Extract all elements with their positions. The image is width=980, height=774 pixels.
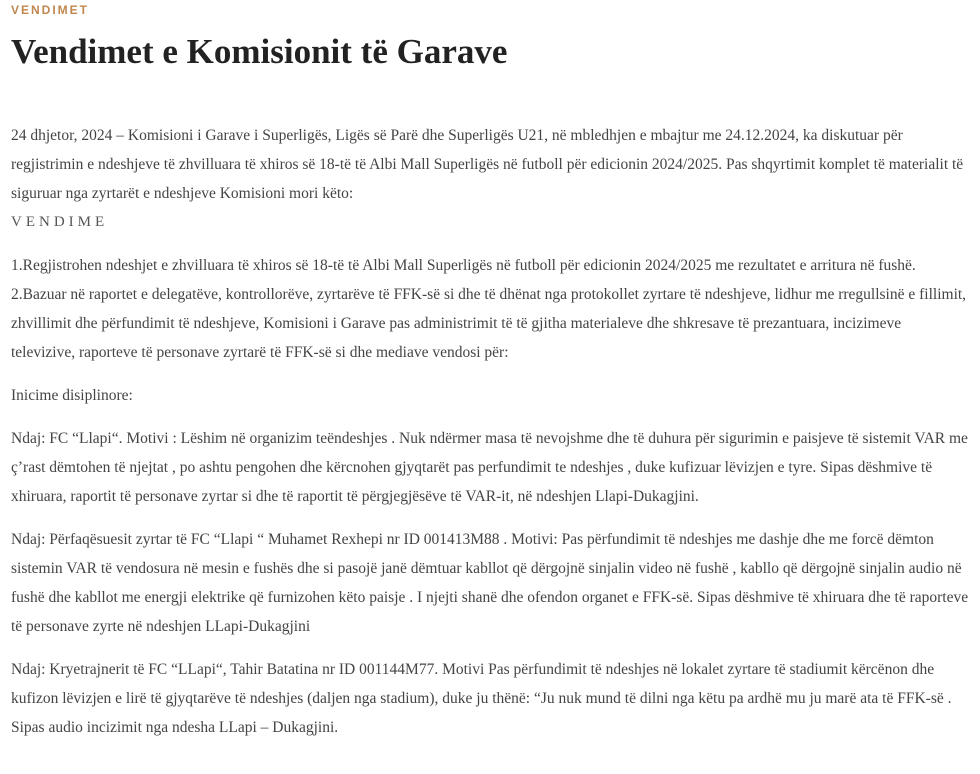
decision-item: 2.Bazuar në raportet e delegatëve, kontrollorëve, zyrtarëve të FFK-së si dhe të dhënat nga protokollet zyrtare të ndeshjeve, lidhur me rregullsinë e fillimit, zhvillimit dhe përfundimit të ndeshjeve, Komisioni i Garave pas administrimit të të gjitha materialeve dhe shkresave të prezantuara, incizimeve televizive, raporteve të personave zyrtarë të FFK-së si dhe mediave vendosi për: [11, 286, 967, 361]
article-body [11, 121, 969, 742]
decisions-heading: VENDIME [11, 214, 109, 230]
category-label[interactable]: VENDIMET [11, 3, 90, 17]
article [11, 0, 969, 742]
page-title: Vendimet e Komisionit të Garave [11, 32, 508, 71]
section-label: Inicime disiplinore: [11, 387, 133, 404]
disciplinary-case: Ndaj: Kryetrajnerit të FC “LLapi“, Tahir Batatina nr ID 001144M77. Motivi Pas përfundimit të ndeshjes në lokalet zyrtare të stadiumit kërcënon dhe kufizon lëvizjen e lirë të gjyqtarëve të ndeshjes (daljen nga stadium), duke ju thënë: “Ju nuk mund të dilni nga këtu pa ardhë mu ju marë ata të FFK-së . Sipas audio incizimit nga ndesha LLapi – Dukagjini. [11, 661, 952, 736]
intro-paragraph: 24 dhjetor, 2024 – Komisioni i Garave i Superligës, Ligës së Parë dhe Superligës U21, në mbledhjen e mbajtur me 24.12.2024, ka diskutuar për regjistrimin e ndeshjeve të zhvilluara të xhiros së 18-të të Albi Mall Superligës në futboll për edicionin 2024/2025. Pas shqyrtimit komplet të materialit të siguruar nga zyrtarët e ndeshjeve Komisioni mori këto: [11, 127, 964, 202]
disciplinary-case: Ndaj: FC “Llapi“. Motivi : Lëshim në organizim teëndeshjes . Nuk ndërmer masa të nevojshme dhe të duhura për sigurimin e paisjeve të sistemit VAR me ç’rast dëmtohen të njejtat , po ashtu pengohen dhe kërcnohen gjyqtarët pas perfundimit te ndeshjes , duke kufizuar lëvizjen e tyre. Sipas dëshmive të xhiruara, raportit të personave zyrtar si dhe të raportit të përgjegjësëve të VAR-it, në ndeshjen Llapi-Dukagjini. [11, 430, 968, 505]
decision-item: 1.Regjistrohen ndeshjet e zhvilluara të xhiros së 18-të të Albi Mall Superligës në futboll për edicionin 2024/2025 me rezultatet e arritura në fushë. [11, 257, 916, 274]
disciplinary-case: Ndaj: Përfaqësuesit zyrtar të FC “Llapi “ Muhamet Rexhepi nr ID 001413M88 . Motivi: Pas përfundimit të ndeshjes me dashje dhe me forcë dëmton sistemin VAR të vendosura në mesin e fushës dhe si pasojë janë dëmtuar kabllot që dërgojnë sinjalin video në fushë , kabllo që dërgojnë sinjalin audio në fushë dhe kabllot me energji elektrike që furnizohen këto paisje . I njejti shanë dhe ofendon organet e FFK-së. Sipas dëshmive të xhiruara dhe të raporteve të personave zyrte në ndeshjen LLapi-Dukagjini [11, 531, 969, 635]
